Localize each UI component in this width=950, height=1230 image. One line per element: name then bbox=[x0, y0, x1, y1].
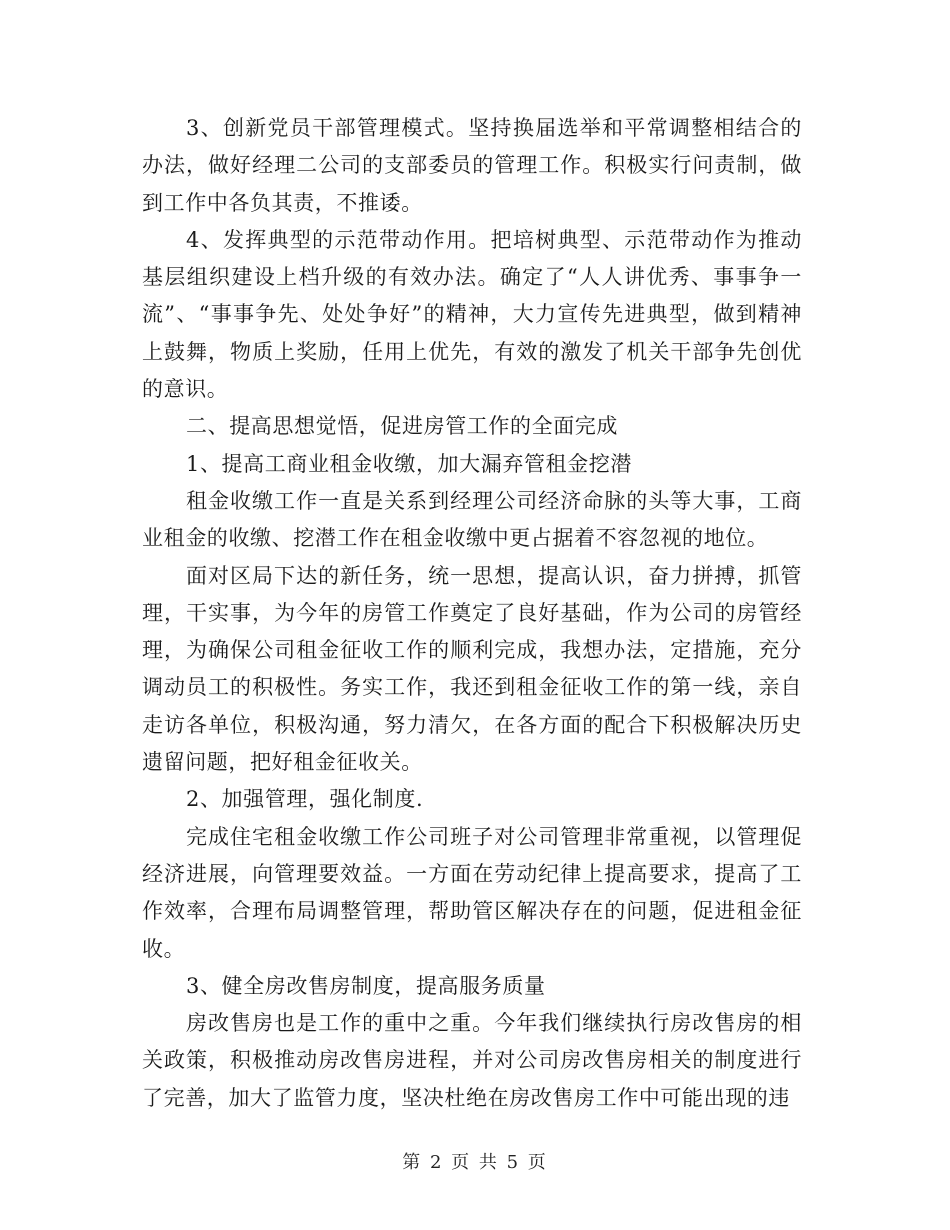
page-number-footer: 第 2 页 共 5 页 bbox=[402, 1152, 548, 1173]
paragraph-3: 租金收缴工作一直是关系到经理公司经济命脉的头等大事，工商业租金的收缴、挖潜工作在租金收缴中更占据着不容忽视的地位。 bbox=[142, 488, 802, 551]
section-heading: 二、提高思想觉悟，促进房管工作的全面完成 bbox=[186, 414, 618, 439]
paragraph-4: 面对区局下达的新任务，统一思想，提高认识，奋力拼搏，抓管理，干实事，为今年的房管工作奠定了良好基础，作为公司的房管经理，为确保公司租金征收工作的顺利完成，我想办法，定措施，充分调动员工的积极性。务实工作，我还到租金征收工作的第一线，亲自走访各单位，积极沟通，努力清欠，在各方面的配合下积极解决历史遗留问题，把好租金征收关。 bbox=[142, 563, 802, 775]
subheading-3: 3、健全房改售房制度，提高服务质量 bbox=[186, 973, 546, 998]
paragraph-6: 房改售房也是工作的重中之重。今年我们继续执行房改售房的相关政策，积极推动房改售房进程，并对公司房改售房相关的制度进行了完善，加大了监管力度，坚决杜绝在房改售房工作中可能出现的违 bbox=[142, 1011, 802, 1110]
paragraph-5: 完成住宅租金收缴工作公司班子对公司管理非常重视，以管理促经济进展，向管理要效益。一方面在劳动纪律上提高要求，提高了工作效率，合理布局调整管理，帮助管区解决存在的问题，促进租金征收。 bbox=[142, 824, 802, 961]
subheading-1: 1、提高工商业租金收缴，加大漏弃管租金挖潜 bbox=[186, 451, 632, 476]
document-body bbox=[142, 110, 802, 1117]
paragraph-1: 3、创新党员干部管理模式。坚持换届选举和平常调整相结合的办法，做好经理二公司的支部委员的管理工作。积极实行问责制，做到工作中各负其责，不推诿。 bbox=[142, 116, 802, 215]
paragraph-2: 4、发挥典型的示范带动作用。把培树典型、示范带动作为推动基层组织建设上档升级的有效办法。确定了“人人讲优秀、事事争一流”、“事事争先、处处争好”的精神，大力宣传先进典型，做到精神上鼓舞，物质上奖励，任用上优先，有效的激发了机关干部争先创优的意识。 bbox=[142, 227, 802, 402]
subheading-2: 2、加强管理，强化制度. bbox=[186, 787, 424, 812]
